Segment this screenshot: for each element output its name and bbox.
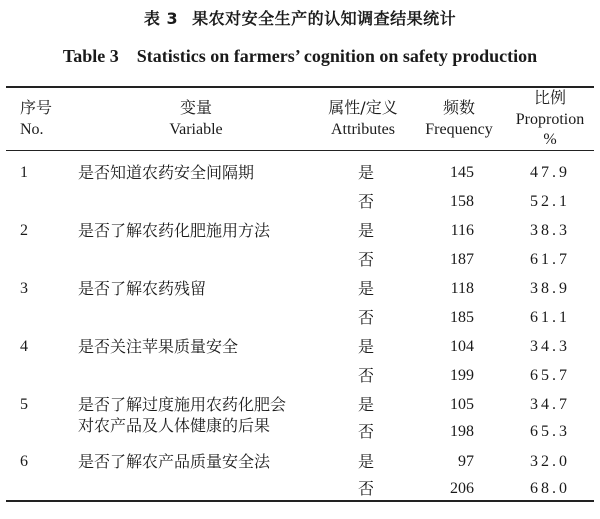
header-no-cn: 序号 [20,98,53,117]
attr-yes: 是 [358,279,375,298]
row-number: 2 [20,222,28,239]
header-variable-en: Variable [169,121,223,138]
prop-no: 52.1 [530,193,570,210]
prop-yes: 34.3 [530,338,570,355]
row-variable: 是否关注苹果质量安全 [78,337,239,356]
header-proportion-en: Proprotion [515,111,585,128]
freq-yes: 116 [450,222,474,239]
prop-no: 65.3 [530,423,570,440]
table-label-en: Table 3 [62,46,119,66]
attr-no: 否 [358,366,375,385]
row-variable: 是否了解过度施用农药化肥会 [78,395,287,414]
attr-no: 否 [358,422,375,441]
row-number: 6 [20,453,28,470]
prop-yes: 34.7 [530,396,570,413]
prop-yes: 38.9 [530,280,570,297]
row-number: 1 [20,164,28,181]
freq-yes: 145 [450,164,474,181]
freq-no: 198 [450,423,474,440]
prop-yes: 38.3 [530,222,570,239]
prop-yes: 47.9 [530,164,570,181]
attr-no: 否 [358,308,375,327]
attr-yes: 是 [358,337,375,356]
header-proportion-cn: 比例 [533,88,567,107]
table-caption-cn: 果农对安全生产的认知调查结果统计 [192,9,457,28]
bottom-rule [6,500,594,502]
row-number: 3 [20,280,28,297]
attr-yes: 是 [358,221,375,240]
header-frequency-cn: 频数 [442,98,476,117]
prop-no: 68.0 [530,480,570,497]
top-rule [6,86,594,88]
freq-yes: 105 [450,396,474,413]
attr-yes: 是 [358,395,375,414]
attr-yes: 是 [358,452,375,471]
attr-no: 否 [358,479,375,498]
prop-no: 61.7 [530,251,570,268]
freq-no: 185 [450,309,474,326]
freq-no: 187 [450,251,474,268]
row-variable: 是否了解农产品质量安全法 [78,452,271,471]
freq-no: 199 [450,367,474,384]
freq-no: 158 [450,193,474,210]
prop-yes: 32.0 [530,453,570,470]
row-variable-line2: 对农产品及人体健康的后果 [78,416,271,435]
freq-yes: 104 [450,338,474,355]
row-variable: 是否了解农药化肥施用方法 [78,221,271,240]
prop-no: 61.1 [530,309,570,326]
row-variable: 是否了解农药残留 [78,279,207,298]
table-title-en [0,46,600,67]
table-title-cn [0,6,600,29]
header-attributes-cn: 属性/定义 [328,98,398,117]
freq-yes: 118 [450,280,474,297]
attr-no: 否 [358,192,375,211]
header-rule [6,150,594,151]
attr-yes: 是 [358,163,375,182]
freq-yes: 97 [458,453,474,470]
attr-no: 否 [358,250,375,269]
header-no-en: No. [20,121,44,138]
row-number: 5 [20,396,28,413]
header-proportion-unit: % [543,131,557,148]
header-variable-cn: 变量 [179,98,213,117]
table-caption-en: Statistics on farmers’ cognition on safety production [136,46,538,66]
freq-no: 206 [450,480,474,497]
row-number: 4 [20,338,28,355]
header-frequency-en: Frequency [425,121,493,138]
header-attributes-en: Attributes [331,121,395,138]
row-variable: 是否知道农药安全间隔期 [78,163,255,182]
table-label-cn: 表 3 [143,9,179,28]
prop-no: 65.7 [530,367,570,384]
